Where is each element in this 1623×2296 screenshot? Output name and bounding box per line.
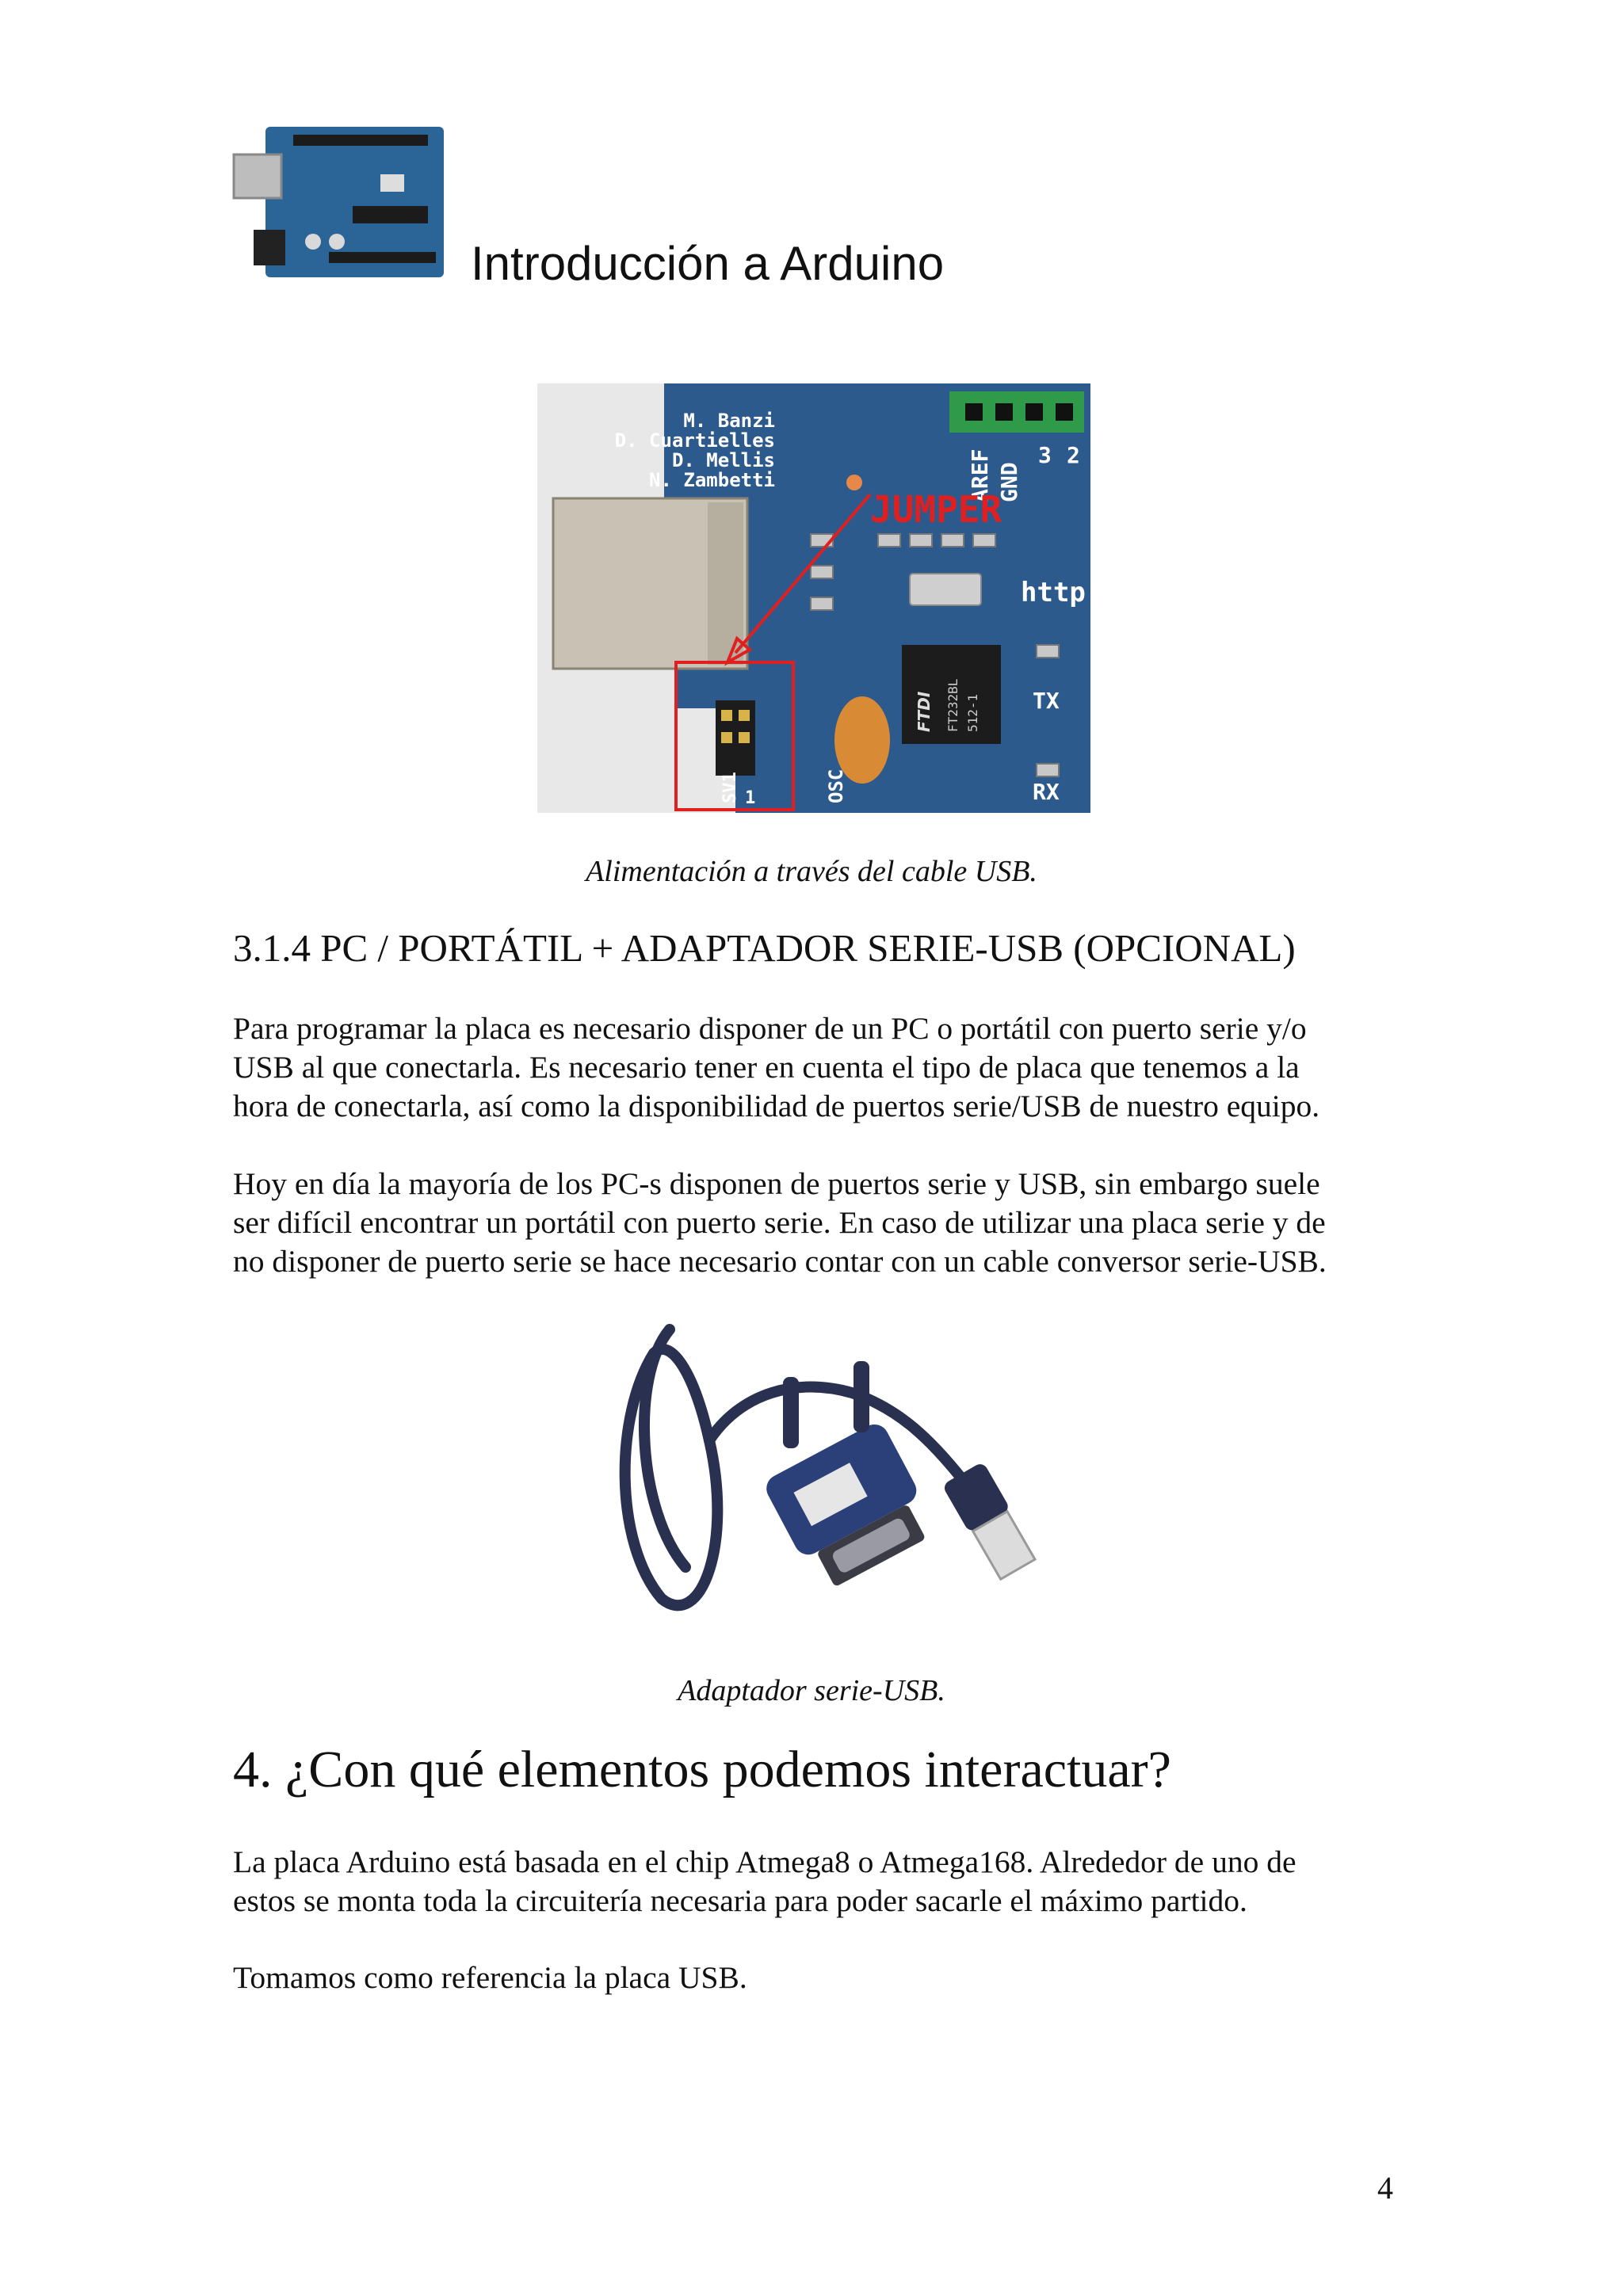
credit-line: M. Banzi — [683, 410, 775, 432]
paragraph-line: estos se monta toda la circuitería necesaria para poder sacarle el máximo partido. — [233, 1883, 1247, 1918]
figure1-caption: Alimentación a través del cable USB. — [586, 855, 1037, 888]
paragraph-line: Tomamos como referencia la placa USB. — [233, 1960, 747, 1995]
page-number: 4 — [1377, 2170, 1393, 2206]
section-heading-314: 3.1.4 PC / PORTÁTIL + ADAPTADOR SERIE-USB (OPCIONAL) — [233, 926, 1296, 970]
paragraph-requirements — [233, 1009, 1398, 1126]
side-label-rx: RX — [1033, 779, 1060, 805]
paragraph-line: no disponer de puerto serie se hace necesario contar con un cable conversor serie-USB. — [233, 1244, 1327, 1279]
paragraph-line: Hoy en día la mayoría de los PC-s disponen de puertos serie y USB, sin embargo suele — [233, 1166, 1320, 1201]
pin-label: AREF — [967, 448, 993, 502]
credit-line: N. Zambetti — [649, 469, 775, 491]
paragraph-line: ser difícil encontrar un portátil con puerto serie. En caso de utilizar una placa serie y de — [233, 1205, 1326, 1240]
side-label-sv1: SV1 — [720, 772, 740, 803]
serial-usb-cable-icon — [598, 1306, 1042, 1630]
paragraph-serial-ports — [233, 1165, 1398, 1281]
paragraph-line: La placa Arduino está basada en el chip Atmega8 o Atmega168. Alrededor de uno de — [233, 1844, 1296, 1879]
credit-line: D. Mellis — [671, 449, 775, 471]
section-heading-4: 4. ¿Con qué elementos podemos interactuar? — [233, 1741, 1171, 1798]
jumper-label: JUMPER — [870, 488, 1002, 531]
paragraph-reference — [233, 1958, 1398, 1997]
chip-label: FT232BL — [945, 678, 960, 732]
page-header-title: Introducción a Arduino — [471, 237, 945, 290]
jumper-photo — [537, 383, 1102, 813]
paragraph-atmega — [233, 1843, 1398, 1920]
paragraph-line: hora de conectarla, así como la disponibilidad de puertos serie/USB de nuestro equipo. — [233, 1089, 1320, 1123]
side-label-osc: OSC — [825, 769, 847, 803]
side-label-tx: TX — [1033, 688, 1060, 714]
pin-label: 3 — [1038, 442, 1052, 468]
paragraph-line: USB al que conectarla. Es necesario tener en cuenta el tipo de placa que tenemos a la — [233, 1050, 1300, 1085]
figure2-caption: Adaptador serie-USB. — [678, 1674, 945, 1707]
side-label-http: http: — [1021, 577, 1102, 608]
pin-label: GND — [996, 462, 1022, 502]
chip-brand: FTDI — [915, 691, 934, 732]
chip-label: 512-1 — [965, 693, 980, 732]
credit-line: D. Cuartielles — [614, 429, 775, 452]
side-label-1: 1 — [745, 788, 756, 808]
pin-label: 2 — [1067, 442, 1080, 468]
paragraph-line: Para programar la placa es necesario disponer de un PC o portátil con puerto serie y/o — [233, 1011, 1307, 1046]
arduino-board-icon — [234, 119, 452, 281]
